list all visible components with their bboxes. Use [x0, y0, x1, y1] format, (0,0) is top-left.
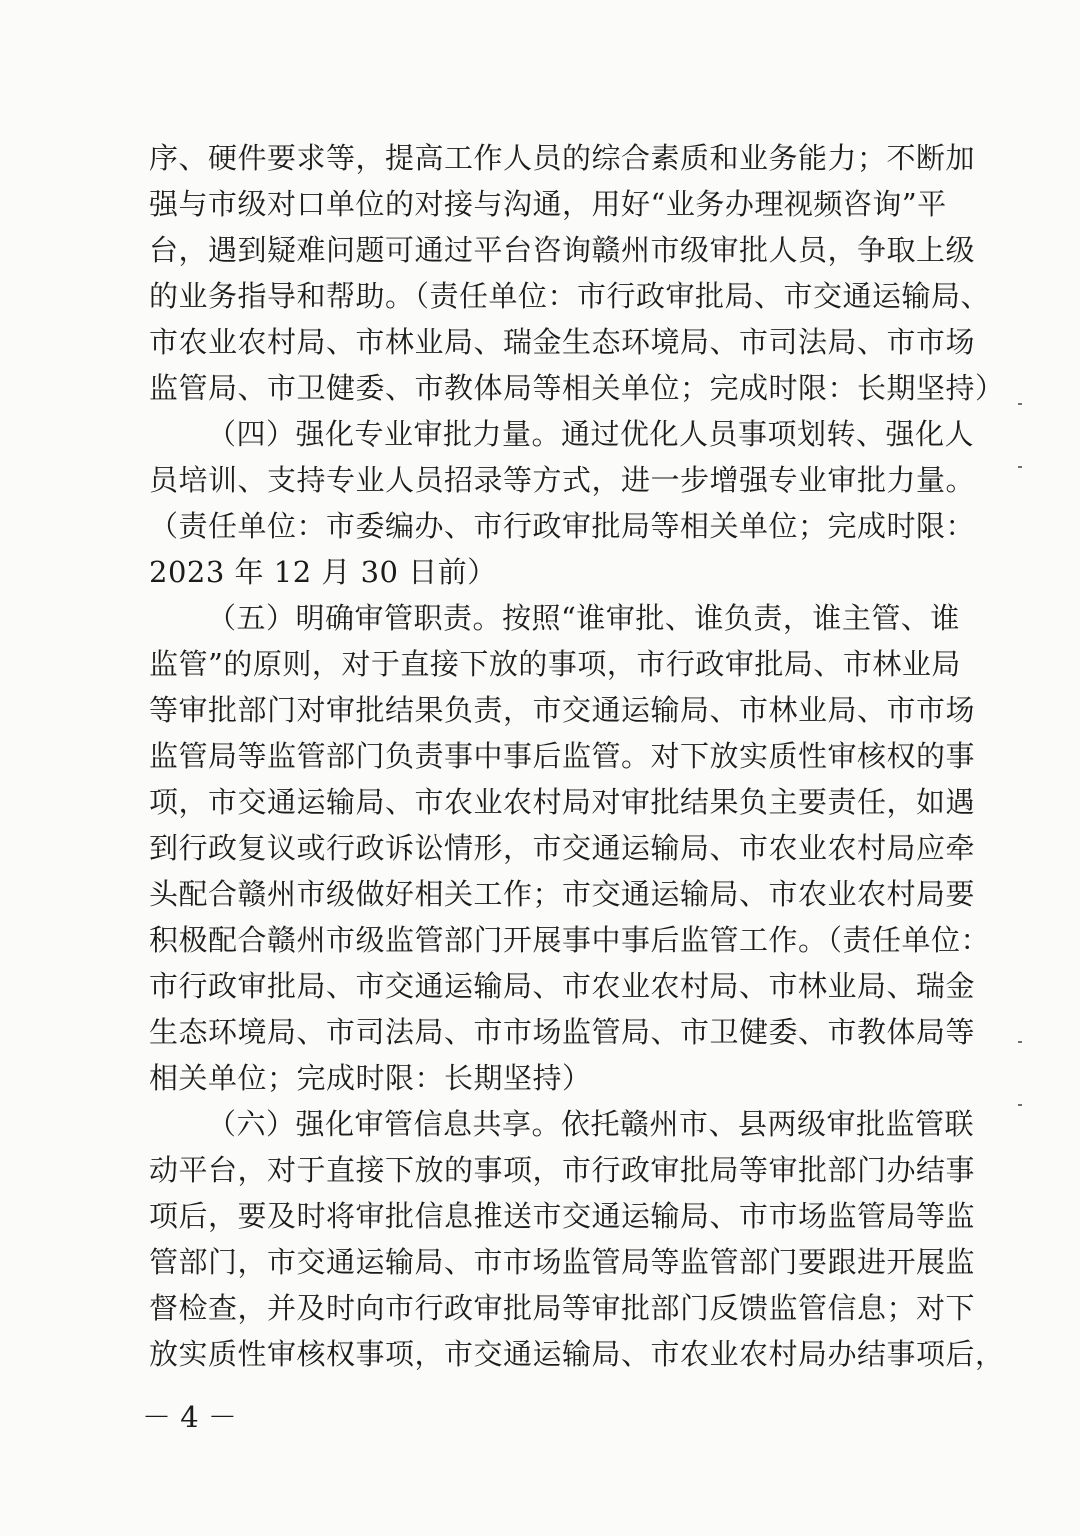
scan-speck: [1018, 403, 1022, 405]
text-line: 序、硬件要求等，提高工作人员的综合素质和业务能力；不断加: [149, 141, 976, 175]
text-line: 项后，要及时将审批信息推送市交通运输局、市市场监管局等监: [149, 1199, 976, 1233]
text-line: 台，遇到疑难问题可通过平台咨询赣州市级审批人员，争取上级: [149, 233, 976, 267]
text-line: 放实质性审核权事项，市交通运输局、市农业农村局办结事项后，: [149, 1337, 1005, 1371]
text-line: 管部门，市交通运输局、市市场监管局等监管部门要跟进开展监: [149, 1245, 976, 1279]
scan-speck: [1018, 1104, 1022, 1106]
text-line: 到行政复议或行政诉讼情形，市交通运输局、市农业农村局应牵: [149, 831, 976, 865]
section-heading-line: （四）强化专业审批力量。通过优化人员事项划转、强化人: [207, 417, 975, 451]
text-line: 生态环境局、市司法局、市市场监管局、市卫健委、市教体局等: [149, 1015, 976, 1049]
text-line: 监管局等监管部门负责事中事后监管。对下放实质性审核权的事: [149, 739, 976, 773]
text-line: 动平台，对于直接下放的事项，市行政审批局等审批部门办结事: [149, 1153, 976, 1187]
text-line: 等审批部门对审批结果负责，市交通运输局、市林业局、市市场: [149, 693, 976, 727]
page-number: － 4 －: [142, 1400, 237, 1434]
text-line: 市行政审批局、市交通运输局、市农业农村局、市林业局、瑞金: [149, 969, 976, 1003]
scan-speck: [1018, 1041, 1022, 1043]
text-line: （责任单位：市委编办、市行政审批局等相关单位；完成时限：: [149, 509, 976, 543]
text-line: 市农业农村局、市林业局、瑞金生态环境局、市司法局、市市场: [149, 325, 976, 359]
text-line: 监管局、市卫健委、市教体局等相关单位；完成时限：长期坚持）: [149, 371, 1005, 405]
section-heading-line: （五）明确审管职责。按照“谁审批、谁负责，谁主管、谁: [207, 601, 960, 635]
text-line: 头配合赣州市级做好相关工作；市交通运输局、市农业农村局要: [149, 877, 976, 911]
section-heading-line: （六）强化审管信息共享。依托赣州市、县两级审批监管联: [207, 1107, 975, 1141]
text-line: 的业务指导和帮助。（责任单位：市行政审批局、市交通运输局、: [149, 279, 991, 313]
text-line: 2023 年 12 月 30 日前）: [149, 555, 497, 589]
text-line: 项，市交通运输局、市农业农村局对审批结果负主要责任，如遇: [149, 785, 976, 819]
text-line: 积极配合赣州市级监管部门开展事中事后监管工作。（责任单位：: [149, 923, 991, 957]
scan-speck: [1018, 466, 1022, 468]
text-line: 强与市级对口单位的对接与沟通，用好“业务办理视频咨询”平: [149, 187, 947, 221]
text-line: 相关单位；完成时限：长期坚持）: [149, 1061, 592, 1095]
text-line: 督检查，并及时向市行政审批局等审批部门反馈监管信息；对下: [149, 1291, 976, 1325]
text-line: 监管”的原则，对于直接下放的事项，市行政审批局、市林业局: [149, 647, 961, 681]
text-line: 员培训、支持专业人员招录等方式，进一步增强专业审批力量。: [149, 463, 976, 497]
